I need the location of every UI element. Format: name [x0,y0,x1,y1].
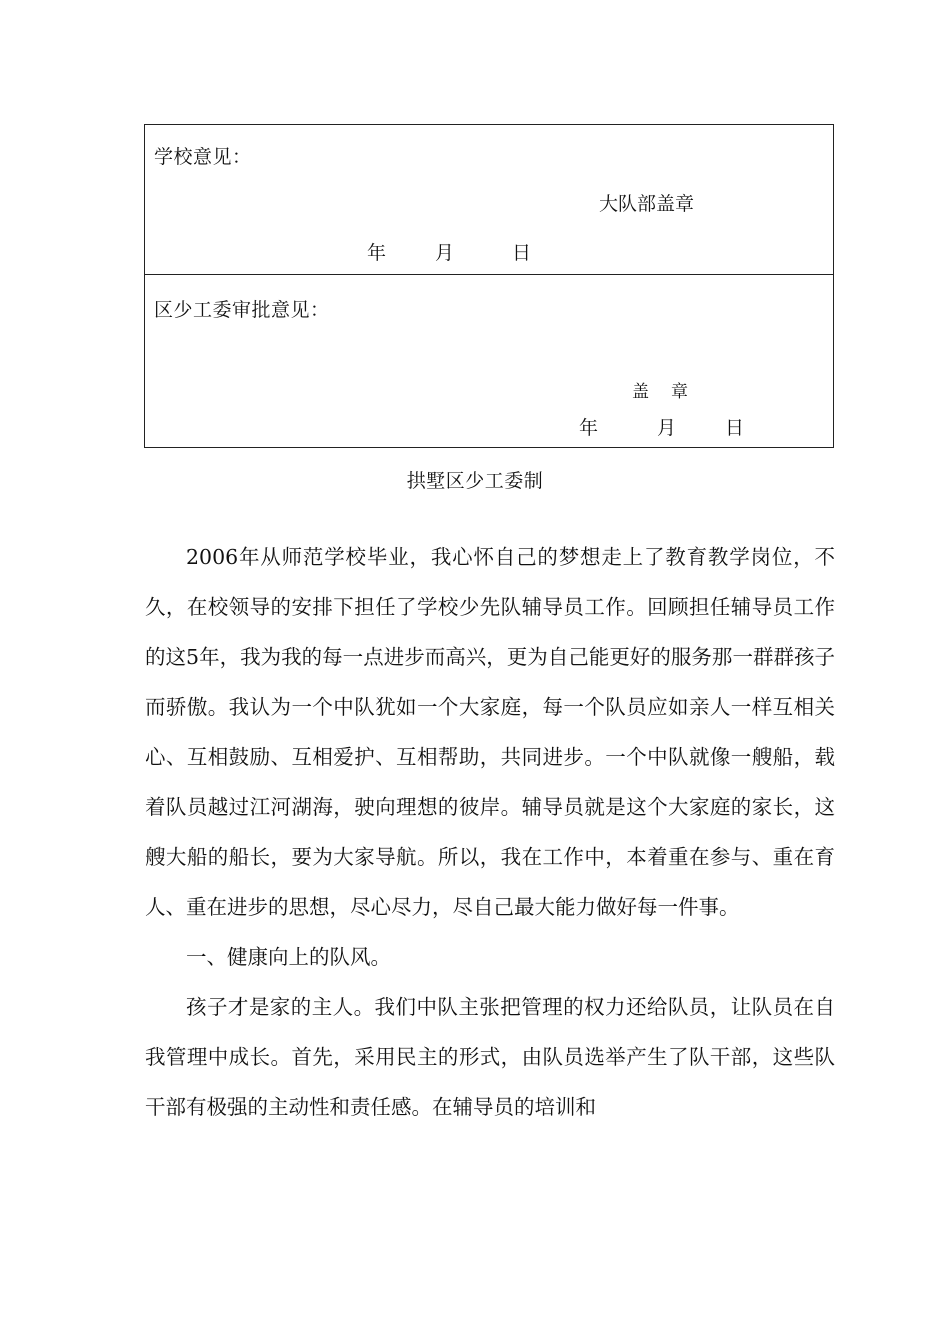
date-year-label: 年 [367,242,387,264]
paragraph: 孩子才是家的主人。我们中队主张把管理的权力还给队员，让队员在自我管理中成长。首先，采用民主的形式，由队员选举产生了队干部，这些队干部有极强的主动性和责任感。在辅导员的培训和 [145,995,835,1119]
district-opinion-label: 区少工委审批意见： [154,299,330,321]
approval-form-table [144,124,834,448]
date-year-label: 年 [579,417,599,439]
district-approval-row [145,275,833,449]
school-opinion-label: 学校意见： [154,146,252,168]
school-opinion-row [145,125,833,275]
paragraph: 2006年从师范学校毕业，我心怀自己的梦想走上了教育教学岗位，不久，在校领导的安排下担任了学校少先队辅导员工作。回顾担任辅导员工作的这5年，我为我的每一点进步而高兴，更为自己能更好的服务那一群群孩子而骄傲。我认为一个中队犹如一个大家庭，每一个队员应如亲人一样互相关心、互相鼓励、互相爱护、互相帮助，共同进步。一个中队就像一艘船，载着队员越过江河湖海，驶向理想的彼岸。辅导员就是这个大家庭的家长，这艘大船的船长，要为大家导航。所以，我在工作中，本着重在参与、重在育人、重在进步的思想，尽心尽力，尽自己最大能力做好每一件事。 [145,545,835,919]
date-month-label: 月 [435,242,455,264]
article-body [145,532,835,1132]
section-heading: 一、健康向上的队风。 [186,945,391,969]
form-issuer-caption: 拱墅区少工委制 [406,470,544,492]
date-month-label: 月 [657,417,677,439]
date-day-label: 日 [725,417,745,439]
seal-char-zhang: 章 [671,382,688,402]
seal-char-gai: 盖 [632,382,649,402]
brigade-seal-text: 大队部盖章 [599,193,695,215]
date-day-label: 日 [512,242,532,264]
